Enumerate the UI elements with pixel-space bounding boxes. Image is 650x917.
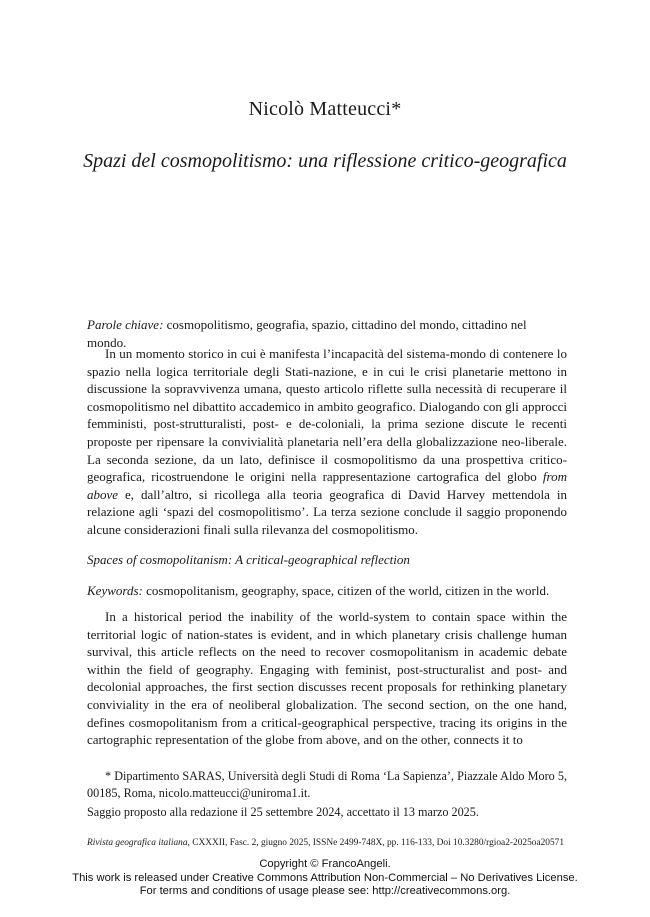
abstract-italian-part1: In un momento storico in cui è manifesta l’incapacità del sistema-mondo di contenere lo spazio nella logica territoriale degli Stati-nazione, e in cui le crisi planetarie mettono in discussione la sopravvivenza umana, questo articolo riflette sulla necessità di recuperare il cosmopolitismo nel dibattito accademico in ambito geografico. Dialogando con gli approcci femministi, post-strutturalisti, post- e de-coloniali, la prima sezione discute le recenti proposte per ripensare la convivialità planetaria nell’era della globalizzazione neo-liberale. La seconda sezione, da un lato, definisce il cosmopolitismo da una prospettiva critico-geografica, ricostruendone le origini nella rappresentazione cartografica del globo <box>87 346 567 485</box>
journal-info: , CXXXII, Fasc. 2, giugno 2025, ISSNe 2499-748X, pp. 116-133, Doi 10.3280/rgioa2-2025oa20571 <box>187 838 565 848</box>
article-title-italian: Spazi del cosmopolitismo: una riflessione critico-geografica <box>83 150 567 172</box>
author-name: Nicolò Matteucci* <box>248 98 402 120</box>
abstract-italian-part2: e, dall’altro, si ricollega alla teoria geografica di David Harvey mettendola in relazione agli ‘spazi del cosmopolitismo’. La terza sezione conclude il saggio proponendo alcune considerazioni finali sulla rilevanza del cosmopolitismo. <box>87 486 567 537</box>
abstract-italian <box>87 345 567 539</box>
keywords-text-italian: cosmopolitismo, geografia, spazio, cittadino del mondo, cittadino nel mondo. <box>87 317 527 350</box>
abstract-english-text: In a historical period the inability of the world-system to contain space within the territorial logic of nation-states is evident, and in which planetary crisis challenge human survival, this article reflects on the need to recover cosmopolitanism in academic debate within the field of geography. Engaging with feminist, post-structuralist and post- and decolonial approaches, the first section discusses recent proposals for rethinking planetary conviviality in the era of neoliberal globalization. The second section, on the one hand, defines cosmopolitanism from a critical-geographical perspective, tracing its origins in the cartographic representation of the globe from above, and on the other, connects it to <box>87 609 567 748</box>
journal-name: Rivista geografica italiana <box>87 838 188 848</box>
footnote <box>87 768 567 821</box>
terms-line: For terms and conditions of usage please see: http://creativecommons.org. <box>139 885 511 898</box>
keywords-text-english: cosmopolitanism, geography, space, citizen of the world, citizen in the world. <box>142 583 550 598</box>
keywords-english <box>87 582 567 600</box>
copyright-line: Copyright © FrancoAngeli. <box>259 858 391 870</box>
abstract-english <box>87 608 567 749</box>
copyright-notice <box>0 858 650 899</box>
keywords-label-italian: Parole chiave: <box>87 317 164 332</box>
article-title-english: Spaces of cosmopolitanism: A critical-geographical reflection <box>87 552 410 567</box>
footnote-dates: Saggio proposto alla redazione il 25 settembre 2024, accettato il 13 marzo 2025. <box>87 805 479 819</box>
license-line: This work is released under Creative Commons Attribution Non-Commercial – No Derivatives License. <box>72 871 578 884</box>
footnote-affiliation: * Dipartimento SARAS, Università degli Studi di Roma ‘La Sapienza’, Piazzale Aldo Moro 5, 00185, Roma, nicolo.matteucci@uniroma1.it. <box>87 769 567 800</box>
english-title-block <box>87 551 567 569</box>
keywords-label-english: Keywords: <box>87 583 143 598</box>
journal-citation <box>87 837 567 849</box>
abstract-italian-emphasis: from above <box>87 469 567 502</box>
